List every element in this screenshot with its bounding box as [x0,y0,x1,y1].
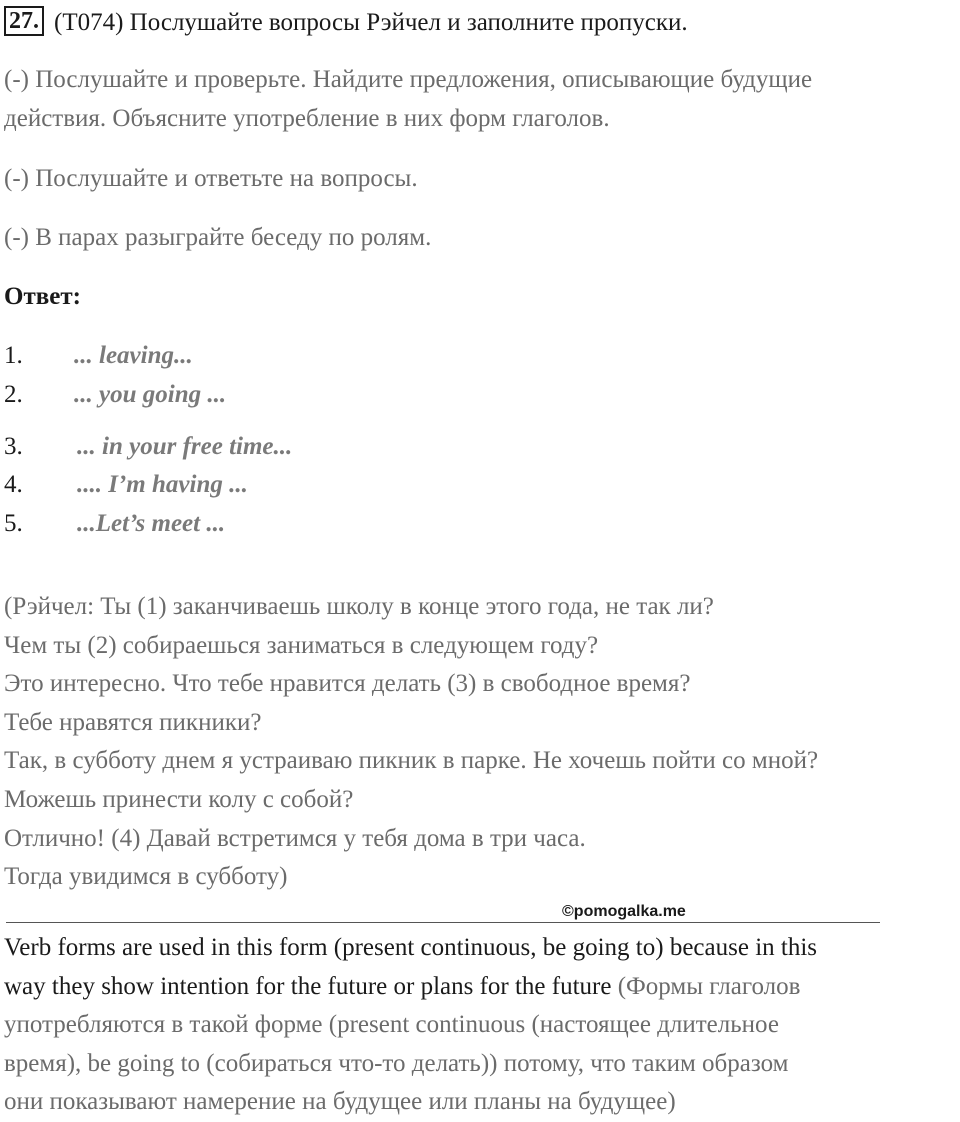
answer-item [4,509,225,539]
explanation-russian: (Формы глаголов [611,972,801,1000]
answer-number: 5. [4,510,23,537]
dialogue-line: Так, в субботу днем я устраиваю пикник в парке. Не хочешь пойти со мной? [4,747,819,775]
answer-label: Ответ: [4,283,81,310]
answer-number: 2. [4,381,23,408]
instruction-line-4: (-) В парах разыграйте беседу по ролям. [4,224,432,251]
explanation-english: way they show intention for the future or plans for the future [4,972,612,1000]
instruction-line-1: (-) Послушайте и проверьте. Найдите предложения, описывающие будущие [4,66,813,93]
exercise-title: (T074) Послушайте вопросы Рэйчел и заполните пропуски. [54,9,688,36]
dialogue-line: Отлично! (4) Давай встретимся у тебя дома в три часа. [4,824,586,852]
explanation-line: они показывают намерение на будущее или планы на будущее) [4,1088,676,1116]
exercise-number: 27. [4,6,44,36]
answer-text: ... in your free time... [77,433,293,460]
answer-item [4,470,248,500]
dialogue-line: (Рэйчел: Ты (1) заканчиваешь школу в конце этого года, не так ли? [4,593,714,620]
answer-item [4,432,292,462]
answer-item [4,380,226,410]
instruction-line-2: действия. Объясните употребление в них форм глаголов. [4,105,610,132]
explanation-line: употребляются в такой форме (present continuous (настоящее длительное [4,1011,779,1039]
answer-text: ... you going ... [74,381,227,408]
dialogue-translation [4,588,960,897]
dialogue-line: Можешь принести колу с собой? [4,785,354,813]
answer-text: ...Let’s meet ... [77,510,226,537]
answer-number: 3. [4,433,23,460]
answer-number: 4. [4,471,23,498]
dialogue-line: Чем ты (2) собираешься заниматься в следующем году? [4,631,599,659]
answer-number: 1. [4,342,23,369]
explanation-line: Verb forms are used in this form (present continuous, be going to) because in this [4,934,818,961]
explanation [4,929,960,1122]
dialogue-line: Это интересно. Что тебе нравится делать (3) в свободное время? [4,670,691,698]
explanation-line [4,968,960,1007]
answer-text: ... leaving... [74,342,193,369]
answer-item [4,341,193,371]
answer-text: .... I’m having ... [77,471,248,498]
explanation-line: время), be going to (собираться что-то делать)) потому, что таким образом [4,1049,789,1077]
exercise-header [4,6,688,38]
watermark: ©pomogalka.me [562,903,686,920]
dialogue-line: Тебе нравятся пикники? [4,708,262,736]
divider [6,922,880,923]
dialogue-line: Тогда увидимся в субботу) [4,863,288,891]
instruction-line-3: (-) Послушайте и ответьте на вопросы. [4,165,418,192]
